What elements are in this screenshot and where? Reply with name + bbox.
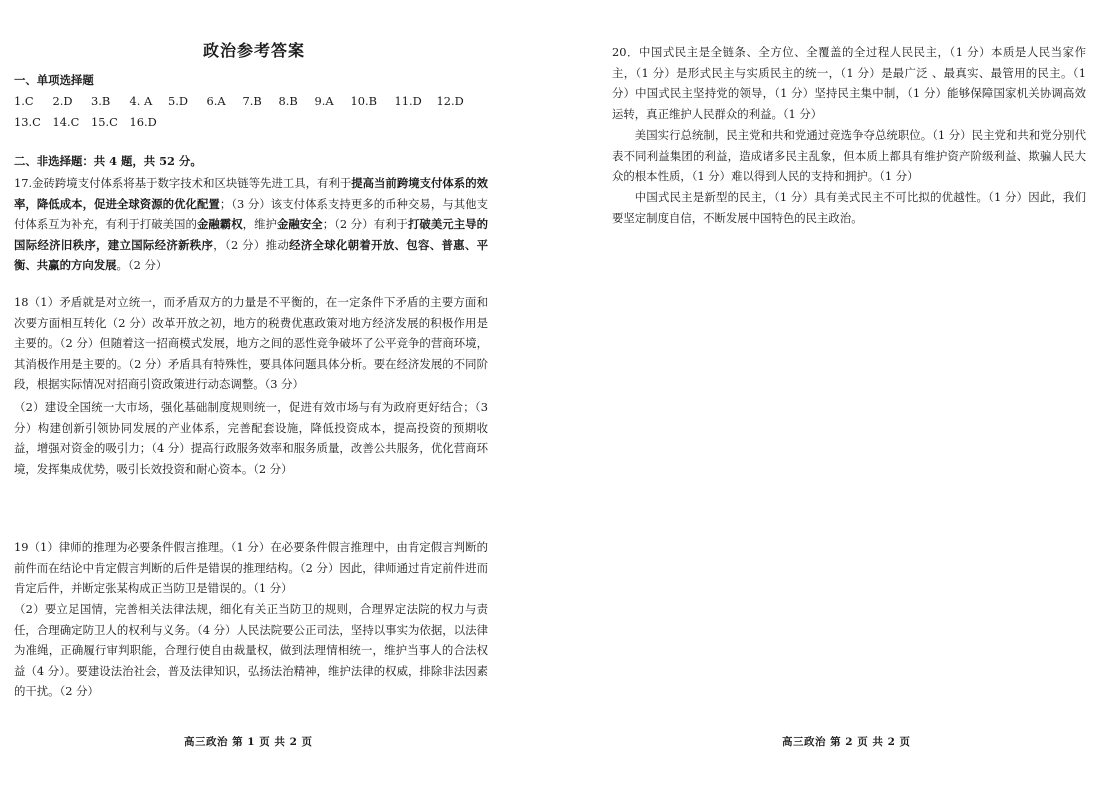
- section-heading-essay: 二、非选择题：共 4 题，共 52 分。: [14, 154, 202, 168]
- section-heading-choice: 一、单项选择题: [14, 73, 94, 87]
- q17-text: ，（2 分）推动: [213, 237, 290, 252]
- question-18-part-1: 18（1）矛盾就是对立统一，而矛盾双方的力量是不平衡的，在一定条件下矛盾的主要方面和次要方面相互转化（2 分）改革开放之初，地方的税费优惠政策对地方经济发展的积极作用是主要的。（2 分）但随着这一招商模式发展，地方之间的恶性竞争破坏了公平竞争的营商环境，其消极作用是主要的。（2 分）矛盾具有特殊性，要具体问题具体分析。要在经济发展的不同阶段，根据实际情况对招商引资政策进行动态调整。（3 分）: [14, 295, 488, 392]
- page-title: 政治参考答案: [202, 41, 305, 60]
- page-footer-2: 高三政治 第 2 页 共 2 页: [782, 736, 911, 748]
- answer-item: 4. A: [129, 94, 153, 108]
- q17-key-point: 金融霸权: [196, 217, 243, 232]
- q17-text: 17.金砖跨境支付体系将基于数字技术和区块链等先进工具，有利于: [14, 176, 352, 190]
- q17-text: ，维护: [242, 217, 277, 232]
- answer-item: 12.D: [436, 94, 464, 108]
- question-20-part-1: 20．中国式民主是全链条、全方位、全覆盖的全过程人民民主，（1 分）本质是人民当家作主，（1 分）是形式民主与实质民主的统一，（1 分）是最广泛 、最真实、最管用的民主。（1 分）中国式民主坚持党的领导，（1 分）坚持民主集中制，（1 分）能够保障国家机关协调高效运转，真正维护人民群众的利益。（1 分）: [612, 45, 1086, 121]
- q17-key-point: 金融安全: [276, 217, 323, 232]
- answer-item: 16.D: [129, 115, 157, 129]
- answers-row-1: [14, 91, 475, 112]
- answer-item: 1.C: [14, 94, 34, 108]
- q17-text: ；（3 分）该支付体系支持更多的币种交易，与其他支付体系互为补充，有利于打破美国的: [14, 196, 488, 232]
- answers-row-2: [14, 112, 475, 133]
- answer-item: 10.B: [350, 94, 377, 108]
- answer-item: 6.A: [206, 94, 226, 108]
- q17-text: 。（2 分）: [116, 258, 168, 273]
- answer-item: 5.D: [168, 94, 189, 108]
- answer-item: 7.B: [242, 94, 262, 108]
- answer-item: 2.D: [52, 94, 73, 108]
- question-17: [14, 173, 488, 276]
- q17-key-point: 提高当前跨境支付体系的效率，降低成本，促进全球资源的优化配置: [14, 176, 488, 211]
- page-2: [612, 0, 1088, 800]
- answer-item: 11.D: [394, 94, 422, 108]
- q17-text: ；（2 分）有利于: [322, 217, 408, 232]
- question-18-part-2: （2）建设全国统一大市场，强化基础制度规则统一，促进有效市场与有为政府更好结合；（3 分）构建创新引领协同发展的产业体系，完善配套设施，降低投资成本，提高投资的预期收益，增强对资金的吸引力；（4 分）提高行政服务效率和服务质量，改善公共服务，优化营商环境，发挥集成优势，吸引长效投资和耐心资本。（2 分）: [14, 400, 488, 476]
- question-20-part-3: 中国式民主是新型的民主，（1 分）具有美式民主不可比拟的优越性。（1 分）因此，我们要坚定制度自信，不断发展中国特色的民主政治。: [612, 190, 1086, 225]
- answer-item: 15.C: [91, 115, 118, 129]
- answer-item: 13.C: [14, 115, 41, 129]
- question-19-part-1: 19（1）律师的推理为必要条件假言推理。（1 分）在必要条件假言推理中，由肯定假言判断的前件而在结论中肯定假言判断的后件是错误的推理结构。（2 分）因此，律师通过肯定前件进而肯定后件，并断定张某构成正当防卫是错误的。（1 分）: [14, 540, 488, 596]
- q17-key-point: 打破美元主导的国际经济旧秩序，建立国际经济新秩序: [14, 217, 488, 252]
- question-20-part-2: 美国实行总统制，民主党和共和党通过竞选争夺总统职位。（1 分）民主党和共和党分别代表不同利益集团的利益，造成诸多民主乱象，但本质上都具有维护资产阶级利益、欺骗人民大众的根本性质，（1 分）难以得到人民的支持和拥护。（1 分）: [612, 128, 1086, 184]
- answer-item: 8.B: [278, 94, 298, 108]
- page-footer-1: 高三政治 第 1 页 共 2 页: [184, 736, 313, 748]
- answer-item: 3.B: [91, 94, 111, 108]
- answer-item: 9.A: [314, 94, 334, 108]
- page-1: [14, 0, 494, 800]
- question-19-part-2: （2）要立足国情，完善相关法律法规，细化有关正当防卫的规则，合理界定法院的权力与责任，合理确定防卫人的权利与义务。（4 分）人民法院要公正司法，坚持以事实为依据，以法律为准绳，正确履行审判职能，合理行使自由裁量权，做到法理情相统一，维护当事人的合法权益（4 分）。要建设法治社会，普及法律知识，弘扬法治精神，维护法律的权威，排除非法因素的干扰。（2 分）: [14, 602, 488, 699]
- answer-item: 14.C: [52, 115, 80, 129]
- q17-key-point: 经济全球化朝着开放、包容、普惠、平衡、共赢的方向发展: [14, 237, 488, 273]
- choice-answers: [14, 91, 475, 133]
